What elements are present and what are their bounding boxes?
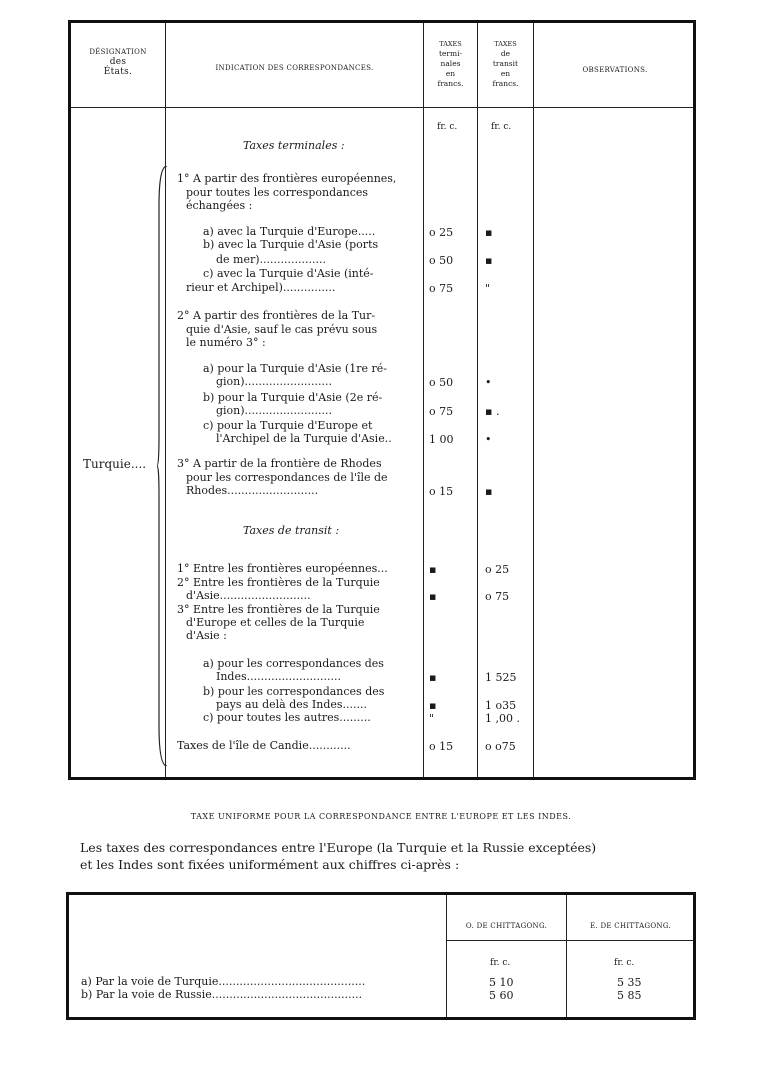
transit-value: 1 525: [485, 671, 517, 684]
correspondence-line: quie d'Asie, sauf le cas prévu sous: [186, 323, 378, 336]
header-chittagong-e: E. DE CHITTAGONG.: [590, 922, 671, 930]
terminal-value: o 15: [429, 485, 454, 498]
terminal-value: ▪: [429, 563, 437, 576]
correspondence-line: pays au delà des Indes.......: [216, 698, 368, 711]
paragraph-line: et les Indes sont fixées uniformément aux chiffres ci-après :: [80, 857, 460, 872]
transit-value: ▪: [485, 485, 493, 498]
header-transit: TAXES de transit en francs.: [492, 40, 519, 88]
correspondence-line: 1° Entre les frontières européennes...: [177, 562, 388, 575]
terminal-value: o 50: [429, 376, 454, 389]
correspondence-line: 1° A partir des frontières européennes,: [177, 172, 397, 185]
section-transit-heading: Taxes de transit :: [243, 524, 340, 537]
transit-value: 1 o35: [485, 699, 517, 712]
correspondence-line: de mer)...................: [216, 253, 326, 266]
header-terminal: TAXES termi- nales en francs.: [437, 40, 464, 88]
correspondence-line: a) avec la Turquie d'Europe.....: [203, 225, 376, 238]
rate-row-label: b) Par la voie de Russie...........................................: [81, 988, 363, 1001]
terminal-value: o 75: [429, 282, 454, 295]
rate-row-e: 5 85: [617, 989, 642, 1002]
transit-value: ▪ .: [485, 405, 500, 418]
terminal-value: 1 00: [429, 433, 454, 446]
transit-value: o 75: [485, 590, 510, 603]
brace-icon: [157, 166, 169, 766]
correspondence-line: b) avec la Turquie d'Asie (ports: [203, 238, 379, 251]
section-terminal-heading: Taxes terminales :: [243, 139, 345, 152]
col-divider: [566, 895, 567, 1017]
india-rate-table: [66, 892, 696, 1020]
header-divider: [71, 107, 693, 108]
terminal-value: o 50: [429, 254, 454, 267]
terminal-value: ▪: [429, 699, 437, 712]
correspondence-line: a) pour les correspondances des: [203, 657, 384, 670]
correspondence-line: b) pour la Turquie d'Asie (2e ré-: [203, 391, 383, 404]
col-divider: [477, 23, 478, 777]
correspondence-line: pour les correspondances de l'île de: [186, 471, 388, 484]
correspondence-line: 3° A partir de la frontière de Rhodes: [177, 457, 382, 470]
unit-e: fr. c.: [614, 958, 635, 968]
header-designation: DÉSIGNATION des États.: [89, 48, 147, 77]
correspondence-line: b) pour les correspondances des: [203, 685, 385, 698]
terminal-value: ": [429, 712, 435, 725]
unit-o: fr. c.: [490, 958, 511, 968]
correspondence-line: Indes...........................: [216, 670, 342, 683]
correspondence-line: Taxes de l'île de Candie............: [177, 739, 351, 752]
terminal-value: ▪: [429, 590, 437, 603]
terminal-value: o 15: [429, 740, 454, 753]
terminal-value: ▪: [429, 671, 437, 684]
correspondence-line: d'Asie..........................: [186, 589, 311, 602]
correspondence-line: d'Asie :: [186, 629, 227, 642]
correspondence-line: 3° Entre les frontières de la Turquie: [177, 603, 380, 616]
transit-value: ": [485, 282, 491, 295]
correspondence-line: c) avec la Turquie d'Asie (inté-: [203, 267, 374, 280]
section-title: TAXE UNIFORME POUR LA CORRESPONDANCE ENTRE L'EUROPE ET LES INDES.: [190, 812, 572, 821]
rate-row-label: a) Par la voie de Turquie..........................................: [81, 975, 366, 988]
correspondence-line: gion).........................: [216, 404, 332, 417]
correspondence-line: 2° A partir des frontières de la Tur-: [177, 309, 376, 322]
header-chittagong-o: O. DE CHITTAGONG.: [465, 922, 548, 930]
correspondence-line: 2° Entre les frontières de la Turquie: [177, 576, 380, 589]
correspondence-line: pour toutes les correspondances: [186, 186, 369, 199]
paragraph-line: Les taxes des correspondances entre l'Europe (la Turquie et la Russie exceptées): [80, 840, 597, 855]
correspondence-line: c) pour la Turquie d'Europe et: [203, 419, 373, 432]
correspondence-line: d'Europe et celles de la Turquie: [186, 616, 365, 629]
rate-row-e: 5 35: [617, 976, 642, 989]
transit-value: ▪: [485, 254, 493, 267]
correspondence-line: a) pour la Turquie d'Asie (1re ré-: [203, 362, 387, 375]
col-divider: [446, 895, 447, 1017]
terminal-value: o 75: [429, 405, 454, 418]
state-name: Turquie....: [83, 457, 147, 471]
unit-transit: fr. c.: [491, 122, 512, 132]
rate-row-o: 5 10: [489, 976, 514, 989]
header-divider: [447, 940, 693, 941]
transit-value: 1 ,00 .: [485, 712, 520, 725]
header-indication: INDICATION DES CORRESPONDANCES.: [215, 64, 374, 72]
tariff-table: [68, 20, 696, 780]
correspondence-line: rieur et Archipel)...............: [186, 281, 336, 294]
col-divider: [423, 23, 424, 777]
correspondence-line: Rhodes..........................: [186, 484, 319, 497]
header-observations: OBSERVATIONS.: [582, 66, 648, 74]
transit-value: o o75: [485, 740, 516, 753]
transit-value: •: [485, 376, 492, 389]
correspondence-line: c) pour toutes les autres.........: [203, 711, 371, 724]
transit-value: •: [485, 433, 492, 446]
correspondence-line: échangées :: [186, 199, 253, 212]
transit-value: ▪: [485, 226, 493, 239]
terminal-value: o 25: [429, 226, 454, 239]
correspondence-line: le numéro 3° :: [186, 336, 266, 349]
unit-terminal: fr. c.: [437, 122, 458, 132]
correspondence-line: l'Archipel de la Turquie d'Asie..: [216, 432, 392, 445]
correspondence-line: gion).........................: [216, 375, 332, 388]
transit-value: o 25: [485, 563, 510, 576]
rate-row-o: 5 60: [489, 989, 514, 1002]
col-divider: [533, 23, 534, 777]
